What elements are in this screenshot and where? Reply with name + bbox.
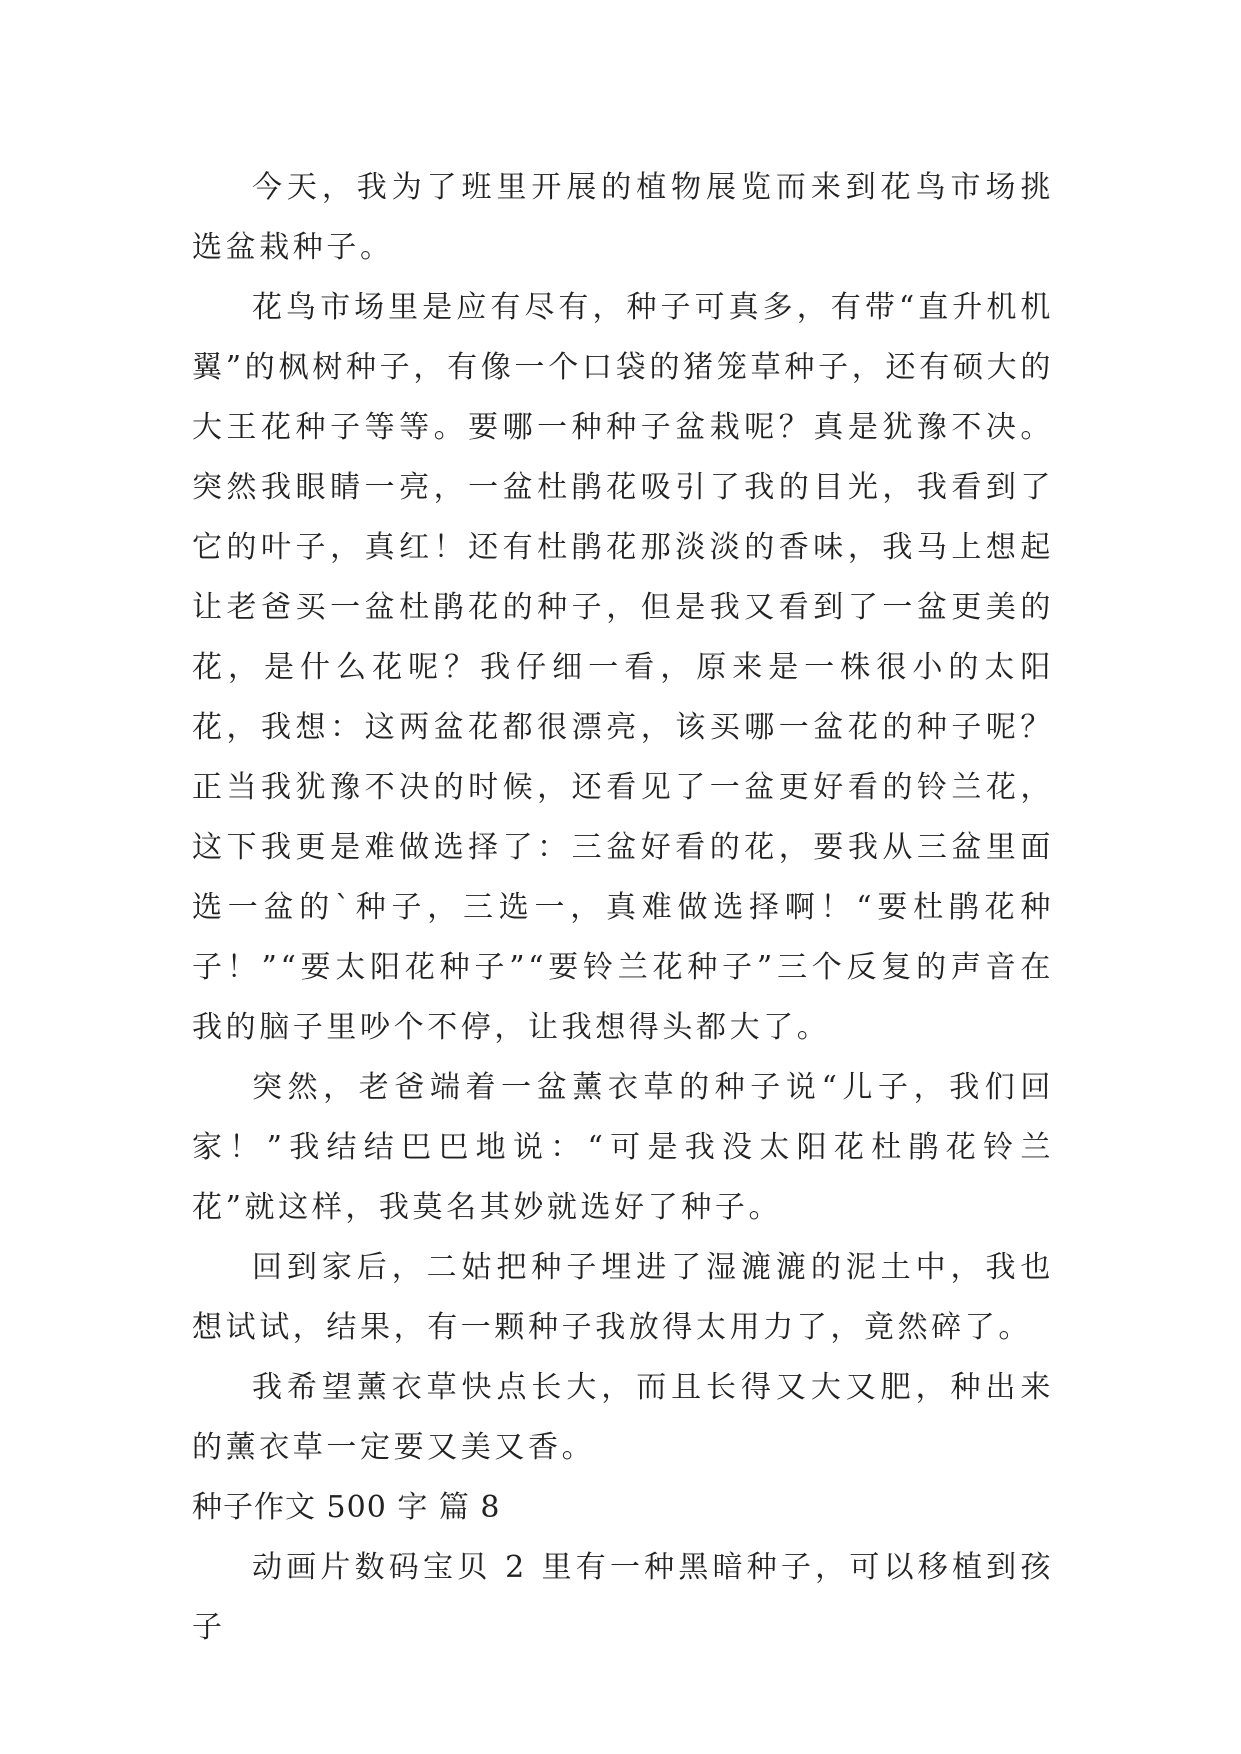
paragraph: 突然，老爸端着一盆薰衣草的种子说“儿子，我们回家！”我结结巴巴地说：“可是我没太阳花杜鹃花铃兰花”就这样，我莫名其妙就选好了种子。 [192,1070,1054,1225]
paragraph: 我希望薰衣草快点长大，而且长得又大又肥，种出来的薰衣草一定要又美又香。 [192,1370,1054,1465]
section-heading: 种子作文 500 字 篇 8 [192,1490,501,1525]
paragraph: 动画片数码宝贝 2 里有一种黑暗种子，可以移植到孩子 [192,1550,1054,1645]
paragraph: 花鸟市场里是应有尽有，种子可真多，有带“直升机机翼”的枫树种子，有像一个口袋的猪笼草种子，还有硕大的大王花种子等等。要哪一种种子盆栽呢？真是犹豫不决。突然我眼睛一亮，一盆杜鹃花吸引了我的目光，我看到了它的叶子，真红！还有杜鹃花那淡淡的香味，我马上想起让老爸买一盆杜鹃花的种子，但是我又看到了一盆更美的花，是什么花呢？我仔细一看，原来是一株很小的太阳花，我想：这两盆花都很漂亮，该买哪一盆花的种子呢？正当我犹豫不决的时候，还看见了一盆更好看的铃兰花，这下我更是难做选择了：三盆好看的花，要我从三盆里面选一盆的`种子，三选一，真难做选择啊！“要杜鹃花种子！”“要太阳花种子”“要铃兰花种子”三个反复的声音在我的脑子里吵个不停，让我想得头都大了。 [192,290,1054,1045]
paragraph: 今天，我为了班里开展的植物展览而来到花鸟市场挑选盆栽种子。 [192,170,1054,265]
paragraph: 回到家后，二姑把种子埋进了湿漉漉的泥土中，我也想试试，结果，有一颗种子我放得太用力了，竟然碎了。 [192,1250,1054,1345]
document-body [192,158,1054,1658]
